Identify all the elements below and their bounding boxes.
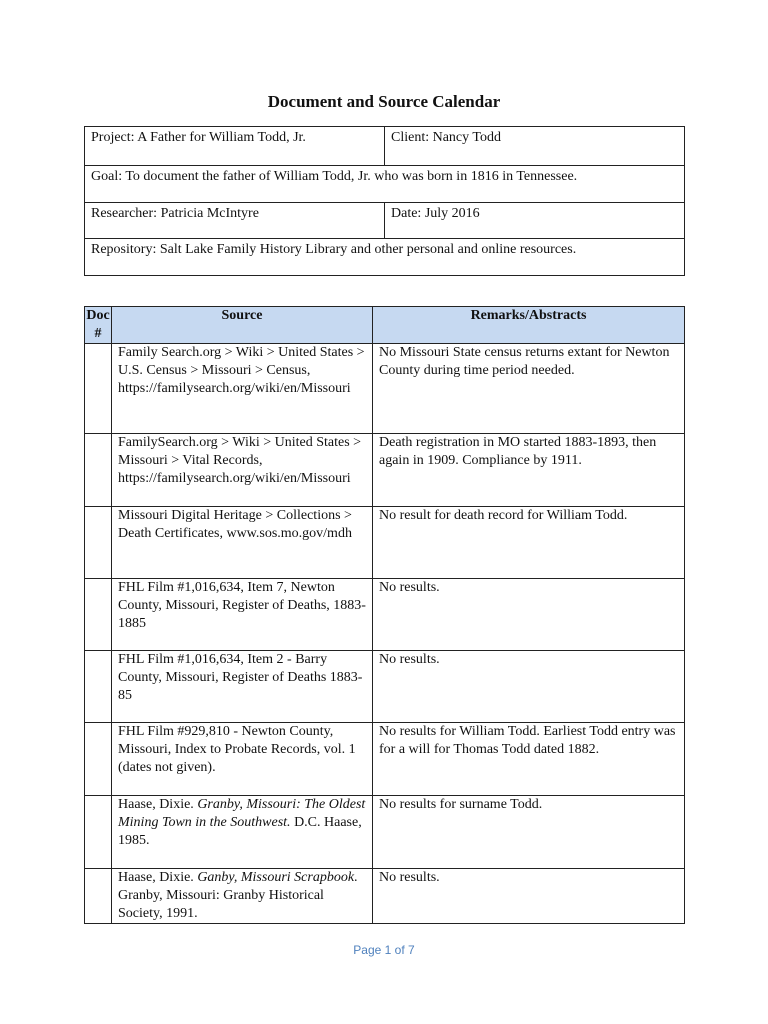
date-cell: Date: July 2016 — [385, 203, 685, 239]
source-author: Haase, Dixie. — [118, 870, 198, 885]
project-info-table — [84, 126, 685, 276]
source-publisher: D.C. Haase, 1985. — [118, 815, 362, 848]
remarks-cell: No results. — [373, 651, 685, 723]
remarks-header: Remarks/Abstracts — [373, 307, 685, 344]
source-author: Haase, Dixie. — [118, 797, 198, 812]
source-title: Ganby, Missouri Scrapbook — [197, 870, 355, 885]
doc-number-cell — [85, 796, 112, 869]
project-cell: Project: A Father for William Todd, Jr. — [85, 127, 385, 166]
table-row — [85, 796, 685, 869]
source-cell: FamilySearch.org > Wiki > United States > Missouri > Vital Records, https://familysearch.org/wiki/en/Missouri — [112, 434, 373, 507]
table-row — [85, 651, 685, 723]
table-row — [85, 723, 685, 796]
table-row — [85, 869, 685, 924]
remarks-cell: No results. — [373, 579, 685, 651]
client-cell: Client: Nancy Todd — [385, 127, 685, 166]
header-row — [85, 307, 685, 344]
researcher-cell: Researcher: Patricia McIntyre — [85, 203, 385, 239]
remarks-cell: No results for William Todd. Earliest Todd entry was for a will for Thomas Todd dated 1882. — [373, 723, 685, 796]
source-cell — [112, 796, 373, 869]
source-cell: Family Search.org > Wiki > United States > U.S. Census > Missouri > Census, https://familysearch.org/wiki/en/Missouri — [112, 344, 373, 434]
doc-number-cell — [85, 434, 112, 507]
source-title: Granby, Missouri: The Oldest Mining Town in the Southwest. — [118, 797, 366, 830]
doc-number-cell — [85, 579, 112, 651]
doc-number-cell — [85, 723, 112, 796]
source-cell: FHL Film #1,016,634, Item 2 - Barry County, Missouri, Register of Deaths 1883-85 — [112, 651, 373, 723]
repository-cell: Repository: Salt Lake Family History Library and other personal and online resources. — [85, 239, 685, 276]
table-row — [85, 434, 685, 507]
doc-number-header: Doc # — [85, 307, 112, 344]
doc-number-cell — [85, 344, 112, 434]
source-calendar-table — [84, 306, 685, 924]
source-header: Source — [112, 307, 373, 344]
doc-number-cell — [85, 507, 112, 579]
doc-number-cell — [85, 651, 112, 723]
remarks-cell: No result for death record for William Todd. — [373, 507, 685, 579]
remarks-cell: No results. — [373, 869, 685, 924]
page-title: Document and Source Calendar — [267, 92, 501, 111]
doc-number-cell — [85, 869, 112, 924]
source-cell: FHL Film #929,810 - Newton County, Missouri, Index to Probate Records, vol. 1 (dates not given). — [112, 723, 373, 796]
table-row — [85, 344, 685, 434]
source-cell: FHL Film #1,016,634, Item 7, Newton County, Missouri, Register of Deaths, 1883-1885 — [112, 579, 373, 651]
goal-cell: Goal: To document the father of William Todd, Jr. who was born in 1816 in Tennessee. — [85, 166, 685, 203]
remarks-cell: Death registration in MO started 1883-1893, then again in 1909. Compliance by 1911. — [373, 434, 685, 507]
remarks-cell: No Missouri State census returns extant for Newton County during time period needed. — [373, 344, 685, 434]
source-cell — [112, 869, 373, 924]
remarks-cell: No results for surname Todd. — [373, 796, 685, 869]
page-number: Page 1 of 7 — [353, 943, 415, 957]
table-row — [85, 579, 685, 651]
source-publisher: . Granby, Missouri: Granby Historical Society, 1991. — [118, 870, 358, 921]
table-row — [85, 507, 685, 579]
source-cell: Missouri Digital Heritage > Collections > Death Certificates, www.sos.mo.gov/mdh — [112, 507, 373, 579]
